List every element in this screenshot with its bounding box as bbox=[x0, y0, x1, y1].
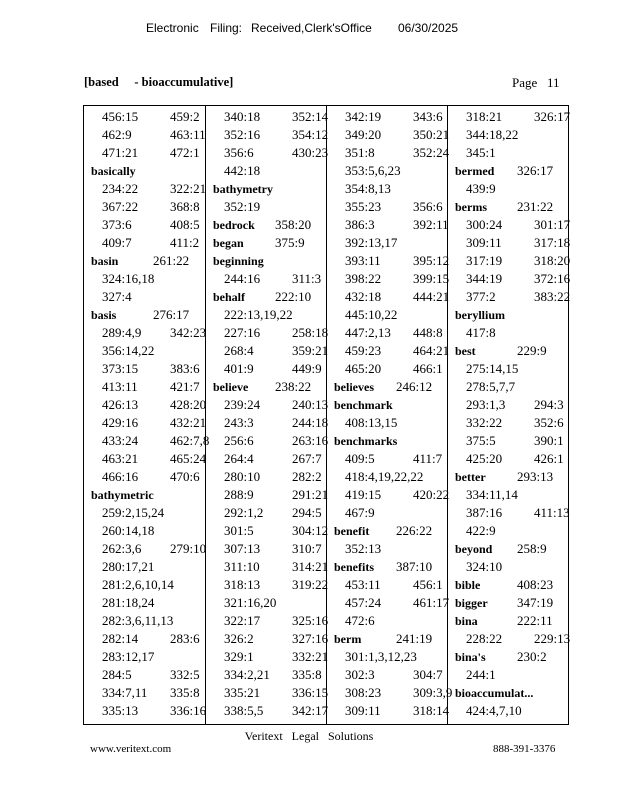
page-ref: 276:17 bbox=[153, 307, 190, 322]
page-ref: 456:15 bbox=[102, 109, 139, 124]
page-ref: 240:13 bbox=[292, 397, 329, 412]
page-ref: 281:18,24 bbox=[102, 595, 155, 610]
footer-website: www.veritext.com bbox=[90, 743, 172, 755]
page-ref: 387:16 bbox=[466, 505, 503, 520]
page-ref: 354:8,13 bbox=[345, 181, 391, 196]
page-ref: 304:12 bbox=[292, 523, 329, 538]
page-ref: 347:19 bbox=[517, 595, 554, 610]
page-ref: 226:22 bbox=[396, 523, 433, 538]
page-ref: 439:9 bbox=[466, 181, 496, 196]
page-ref: 280:17,21 bbox=[102, 559, 155, 574]
term-word: berm bbox=[334, 632, 362, 646]
page-ref: 282:14 bbox=[102, 631, 139, 646]
page-ref: 461:17 bbox=[413, 595, 450, 610]
page-ref: 282:2 bbox=[292, 469, 322, 484]
page-ref: 231:22 bbox=[517, 199, 554, 214]
page-ref: 324:16,18 bbox=[102, 271, 155, 286]
page-ref: 401:9 bbox=[224, 361, 254, 376]
page-ref: 456:1 bbox=[413, 577, 443, 592]
page-ref: 343:6 bbox=[413, 109, 443, 124]
page-ref: 310:7 bbox=[292, 541, 322, 556]
page-ref: 304:7 bbox=[413, 667, 443, 682]
page-ref: 465:20 bbox=[345, 361, 382, 376]
term-word: bina bbox=[455, 614, 478, 628]
page-ref: 359:21 bbox=[292, 343, 329, 358]
filing-status: Received,Clerk'sOffice bbox=[251, 21, 372, 35]
page-ref: 375:5 bbox=[466, 433, 496, 448]
term-word: basin bbox=[91, 254, 119, 268]
page-ref: 351:8 bbox=[345, 145, 375, 160]
page-ref: 408:5 bbox=[170, 217, 200, 232]
term-word: beginning bbox=[213, 254, 264, 268]
page-ref: 244:1 bbox=[466, 667, 496, 682]
page-ref: 326:2 bbox=[224, 631, 254, 646]
index-range: [based - bioaccumulative] bbox=[84, 75, 234, 89]
term-word: better bbox=[455, 470, 486, 484]
page-ref: 335:8 bbox=[170, 685, 200, 700]
page-ref: 244:16 bbox=[224, 271, 261, 286]
page-ref: 301:17 bbox=[534, 217, 571, 232]
page-ref: 352:14 bbox=[292, 109, 329, 124]
page-ref: 449:9 bbox=[292, 361, 322, 376]
page-ref: 464:21 bbox=[413, 343, 450, 358]
page-ref: 419:15 bbox=[345, 487, 382, 502]
page-ref: 222:10 bbox=[275, 289, 312, 304]
page-ref: 358:20 bbox=[275, 217, 312, 232]
page-ref: 332:22 bbox=[466, 415, 503, 430]
page-ref: 263:16 bbox=[292, 433, 329, 448]
page-ref: 222:11 bbox=[517, 613, 553, 628]
term-word: behalf bbox=[213, 290, 246, 304]
page-ref: 408:23 bbox=[517, 577, 554, 592]
page-ref: 324:10 bbox=[466, 559, 503, 574]
page-ref: 260:14,18 bbox=[102, 523, 155, 538]
page-ref: 325:16 bbox=[292, 613, 329, 628]
term-word: beryllium bbox=[455, 308, 505, 322]
index-column bbox=[84, 106, 210, 724]
page-ref: 322:17 bbox=[224, 613, 261, 628]
page-ref: 230:2 bbox=[517, 649, 547, 664]
page-ref: 395:12 bbox=[413, 253, 450, 268]
page-ref: 308:23 bbox=[345, 685, 382, 700]
page-ref: 432:18 bbox=[345, 289, 382, 304]
page-ref: 445:10,22 bbox=[345, 307, 398, 322]
page-ref: 383:6 bbox=[170, 361, 200, 376]
page-ref: 318:20 bbox=[534, 253, 571, 268]
page-ref: 318:14 bbox=[413, 703, 450, 718]
term-word: believe bbox=[213, 380, 249, 394]
page-ref: 293:13 bbox=[517, 469, 554, 484]
index-column bbox=[205, 106, 329, 724]
page-ref: 335:8 bbox=[292, 667, 322, 682]
page-ref: 336:16 bbox=[170, 703, 207, 718]
page-ref: 309:11 bbox=[466, 235, 502, 250]
page-ref: 459:23 bbox=[345, 343, 382, 358]
page-ref: 261:22 bbox=[153, 253, 190, 268]
page-ref: 470:6 bbox=[170, 469, 200, 484]
page-ref: 367:22 bbox=[102, 199, 139, 214]
page-ref: 422:9 bbox=[466, 523, 496, 538]
page-ref: 318:13 bbox=[224, 577, 261, 592]
page-ref: 466:1 bbox=[413, 361, 443, 376]
page-ref: 392:11 bbox=[413, 217, 449, 232]
page-ref: 390:1 bbox=[534, 433, 564, 448]
page-number-value: 11 bbox=[547, 75, 560, 90]
page-ref: 326:17 bbox=[534, 109, 571, 124]
page-ref: 356:6 bbox=[413, 199, 443, 214]
page-ref: 447:2,13 bbox=[345, 325, 391, 340]
page-ref: 335:13 bbox=[102, 703, 139, 718]
page-ref: 246:12 bbox=[396, 379, 433, 394]
page-ref: 428:20 bbox=[170, 397, 207, 412]
page-ref: 329:1 bbox=[224, 649, 254, 664]
page-ref: 444:21 bbox=[413, 289, 450, 304]
page-ref: 459:2 bbox=[170, 109, 200, 124]
page-ref: 429:16 bbox=[102, 415, 139, 430]
page-ref: 424:4,7,10 bbox=[466, 703, 522, 718]
page-ref: 372:16 bbox=[534, 271, 571, 286]
page-ref: 332:21 bbox=[292, 649, 329, 664]
term-word: bedrock bbox=[213, 218, 255, 232]
page-ref: 275:14,15 bbox=[466, 361, 519, 376]
page-ref: 291:21 bbox=[292, 487, 329, 502]
page-ref: 283:6 bbox=[170, 631, 200, 646]
word-index-grid bbox=[83, 105, 569, 725]
page-ref: 349:20 bbox=[345, 127, 382, 142]
page-ref: 433:24 bbox=[102, 433, 139, 448]
page-ref: 283:12,17 bbox=[102, 649, 155, 664]
page-ref: 344:18,22 bbox=[466, 127, 519, 142]
page-ref: 301:5 bbox=[224, 523, 254, 538]
page-ref: 355:23 bbox=[345, 199, 382, 214]
page-ref: 307:13 bbox=[224, 541, 261, 556]
page-ref: 302:3 bbox=[345, 667, 375, 682]
page-ref: 327:4 bbox=[102, 289, 132, 304]
term-word: benchmark bbox=[334, 398, 393, 412]
page-ref: 338:5,5 bbox=[224, 703, 264, 718]
page-ref: 426:1 bbox=[534, 451, 564, 466]
page-ref: 373:6 bbox=[102, 217, 132, 232]
page-ref: 293:1,3 bbox=[466, 397, 506, 412]
term-word: bermed bbox=[455, 164, 495, 178]
page-ref: 409:7 bbox=[102, 235, 132, 250]
term-word: began bbox=[213, 236, 244, 250]
page-ref: 426:13 bbox=[102, 397, 139, 412]
page-ref: 352:24 bbox=[413, 145, 450, 160]
term-word: berms bbox=[455, 200, 487, 214]
page-ref: 234:22 bbox=[102, 181, 139, 196]
page-ref: 453:11 bbox=[345, 577, 381, 592]
term-word: benefit bbox=[334, 524, 370, 538]
page-ref: 309:11 bbox=[345, 703, 381, 718]
term-word: believes bbox=[334, 380, 374, 394]
page-ref: 327:16 bbox=[292, 631, 329, 646]
page-ref: 321:16,20 bbox=[224, 595, 277, 610]
page-ref: 336:15 bbox=[292, 685, 329, 700]
page-ref: 432:21 bbox=[170, 415, 207, 430]
page-ref: 368:8 bbox=[170, 199, 200, 214]
page-ref: 284:5 bbox=[102, 667, 132, 682]
page-ref: 352:13 bbox=[345, 541, 382, 556]
page-label: Page bbox=[512, 75, 538, 90]
page-ref: 409:5 bbox=[345, 451, 375, 466]
page-ref: 227:16 bbox=[224, 325, 261, 340]
page-ref: 462:9 bbox=[102, 127, 132, 142]
page-ref: 373:15 bbox=[102, 361, 139, 376]
page-ref: 411:13 bbox=[534, 505, 570, 520]
page-ref: 318:21 bbox=[466, 109, 503, 124]
page-ref: 375:9 bbox=[275, 235, 305, 250]
page-ref: 317:18 bbox=[534, 235, 571, 250]
page-ref: 411:2 bbox=[170, 235, 200, 250]
page-ref: 301:1,3,12,23 bbox=[345, 649, 417, 664]
page-ref: 387:10 bbox=[396, 559, 433, 574]
filing-type: Electronic bbox=[146, 21, 199, 35]
page-ref: 393:11 bbox=[345, 253, 381, 268]
page-ref: 377:2 bbox=[466, 289, 496, 304]
page-ref: 472:6 bbox=[345, 613, 375, 628]
page-ref: 228:22 bbox=[466, 631, 503, 646]
page-ref: 326:17 bbox=[517, 163, 554, 178]
page-ref: 317:19 bbox=[466, 253, 503, 268]
page-ref: 239:24 bbox=[224, 397, 261, 412]
term-word: bathymetry bbox=[213, 182, 273, 196]
page-ref: 353:5,6,23 bbox=[345, 163, 401, 178]
term-word: beyond bbox=[455, 542, 493, 556]
page-ref: 386:3 bbox=[345, 217, 375, 232]
page-ref: 279:10 bbox=[170, 541, 207, 556]
page-ref: 354:12 bbox=[292, 127, 329, 142]
page-ref: 350:21 bbox=[413, 127, 450, 142]
page-ref: 319:22 bbox=[292, 577, 329, 592]
page-ref: 413:11 bbox=[102, 379, 138, 394]
page-ref: 383:22 bbox=[534, 289, 571, 304]
page-ref: 256:6 bbox=[224, 433, 254, 448]
page-ref: 398:22 bbox=[345, 271, 382, 286]
term-word: best bbox=[455, 344, 476, 358]
page-ref: 264:4 bbox=[224, 451, 254, 466]
page-ref: 352:6 bbox=[534, 415, 564, 430]
page-ref: 238:22 bbox=[275, 379, 312, 394]
filing-date: 06/30/2025 bbox=[398, 21, 459, 35]
page-ref: 463:11 bbox=[170, 127, 206, 142]
page-ref: 288:9 bbox=[224, 487, 254, 502]
page-ref: 421:7 bbox=[170, 379, 200, 394]
term-word: bioaccumulat... bbox=[455, 686, 534, 700]
page-ref: 334:11,14 bbox=[466, 487, 518, 502]
page-ref: 411:7 bbox=[413, 451, 443, 466]
page-ref: 334:2,21 bbox=[224, 667, 270, 682]
page-ref: 430:23 bbox=[292, 145, 329, 160]
page-ref: 300:24 bbox=[466, 217, 503, 232]
page-ref: 280:10 bbox=[224, 469, 261, 484]
page-ref: 345:1 bbox=[466, 145, 496, 160]
page-ref: 259:2,15,24 bbox=[102, 505, 165, 520]
page-ref: 342:17 bbox=[292, 703, 329, 718]
index-column bbox=[447, 106, 571, 724]
page-ref: 332:5 bbox=[170, 667, 200, 682]
page-ref: 258:9 bbox=[517, 541, 547, 556]
page-ref: 472:1 bbox=[170, 145, 200, 160]
term-word: basis bbox=[91, 308, 117, 322]
page-ref: 471:21 bbox=[102, 145, 139, 160]
page-ref: 340:18 bbox=[224, 109, 261, 124]
page-ref: 356:6 bbox=[224, 145, 254, 160]
page-ref: 294:5 bbox=[292, 505, 322, 520]
page-ref: 417:8 bbox=[466, 325, 496, 340]
page-ref: 442:18 bbox=[224, 163, 261, 178]
page-ref: 267:7 bbox=[292, 451, 322, 466]
term-word: bathymetric bbox=[91, 488, 154, 502]
page-ref: 334:7,11 bbox=[102, 685, 148, 700]
page-ref: 418:4,19,22,22 bbox=[345, 469, 424, 484]
term-word: basically bbox=[91, 164, 136, 178]
page-ref: 268:4 bbox=[224, 343, 254, 358]
page-ref: 466:16 bbox=[102, 469, 139, 484]
page-ref: 352:19 bbox=[224, 199, 261, 214]
page-ref: 425:20 bbox=[466, 451, 503, 466]
page-ref: 457:24 bbox=[345, 595, 382, 610]
page-ref: 281:2,6,10,14 bbox=[102, 577, 174, 592]
page-ref: 335:21 bbox=[224, 685, 261, 700]
page-ref: 309:3,9 bbox=[413, 685, 453, 700]
page-ref: 356:14,22 bbox=[102, 343, 155, 358]
page-ref: 292:1,2 bbox=[224, 505, 264, 520]
page-ref: 465:24 bbox=[170, 451, 207, 466]
page-ref: 462:7,8 bbox=[170, 433, 210, 448]
term-word: benefits bbox=[334, 560, 374, 574]
filing-label: Filing: bbox=[210, 21, 243, 35]
page-ref: 294:3 bbox=[534, 397, 564, 412]
page-ref: 342:19 bbox=[345, 109, 382, 124]
page-ref: 222:13,19,22 bbox=[224, 307, 293, 322]
page-ref: 342:23 bbox=[170, 325, 207, 340]
page-ref: 322:21 bbox=[170, 181, 207, 196]
page-ref: 241:19 bbox=[396, 631, 433, 646]
page-ref: 311:3 bbox=[292, 271, 322, 286]
page-ref: 420:22 bbox=[413, 487, 450, 502]
footer-company: Veritext Legal Solutions bbox=[244, 729, 374, 743]
term-word: bigger bbox=[455, 596, 488, 610]
term-word: bible bbox=[455, 578, 481, 592]
page-ref: 258:18 bbox=[292, 325, 329, 340]
page-ref: 311:10 bbox=[224, 559, 260, 574]
page-ref: 463:21 bbox=[102, 451, 139, 466]
page-ref: 467:9 bbox=[345, 505, 375, 520]
footer-phone: 888-391-3376 bbox=[493, 743, 556, 755]
page-ref: 408:13,15 bbox=[345, 415, 398, 430]
page-ref: 229:13 bbox=[534, 631, 571, 646]
page-ref: 289:4,9 bbox=[102, 325, 142, 340]
page-ref: 352:16 bbox=[224, 127, 261, 142]
page-ref: 278:5,7,7 bbox=[466, 379, 516, 394]
page-ref: 229:9 bbox=[517, 343, 547, 358]
page-number bbox=[512, 75, 560, 91]
page-ref: 314:21 bbox=[292, 559, 329, 574]
page-ref: 262:3,6 bbox=[102, 541, 142, 556]
page-ref: 344:19 bbox=[466, 271, 503, 286]
page-ref: 392:13,17 bbox=[345, 235, 398, 250]
index-column bbox=[326, 106, 453, 724]
term-word: benchmarks bbox=[334, 434, 398, 448]
page-ref: 448:8 bbox=[413, 325, 443, 340]
page-ref: 243:3 bbox=[224, 415, 254, 430]
page-ref: 399:15 bbox=[413, 271, 450, 286]
term-word: bina's bbox=[455, 650, 486, 664]
page-ref: 282:3,6,11,13 bbox=[102, 613, 174, 628]
page-ref: 244:18 bbox=[292, 415, 329, 430]
